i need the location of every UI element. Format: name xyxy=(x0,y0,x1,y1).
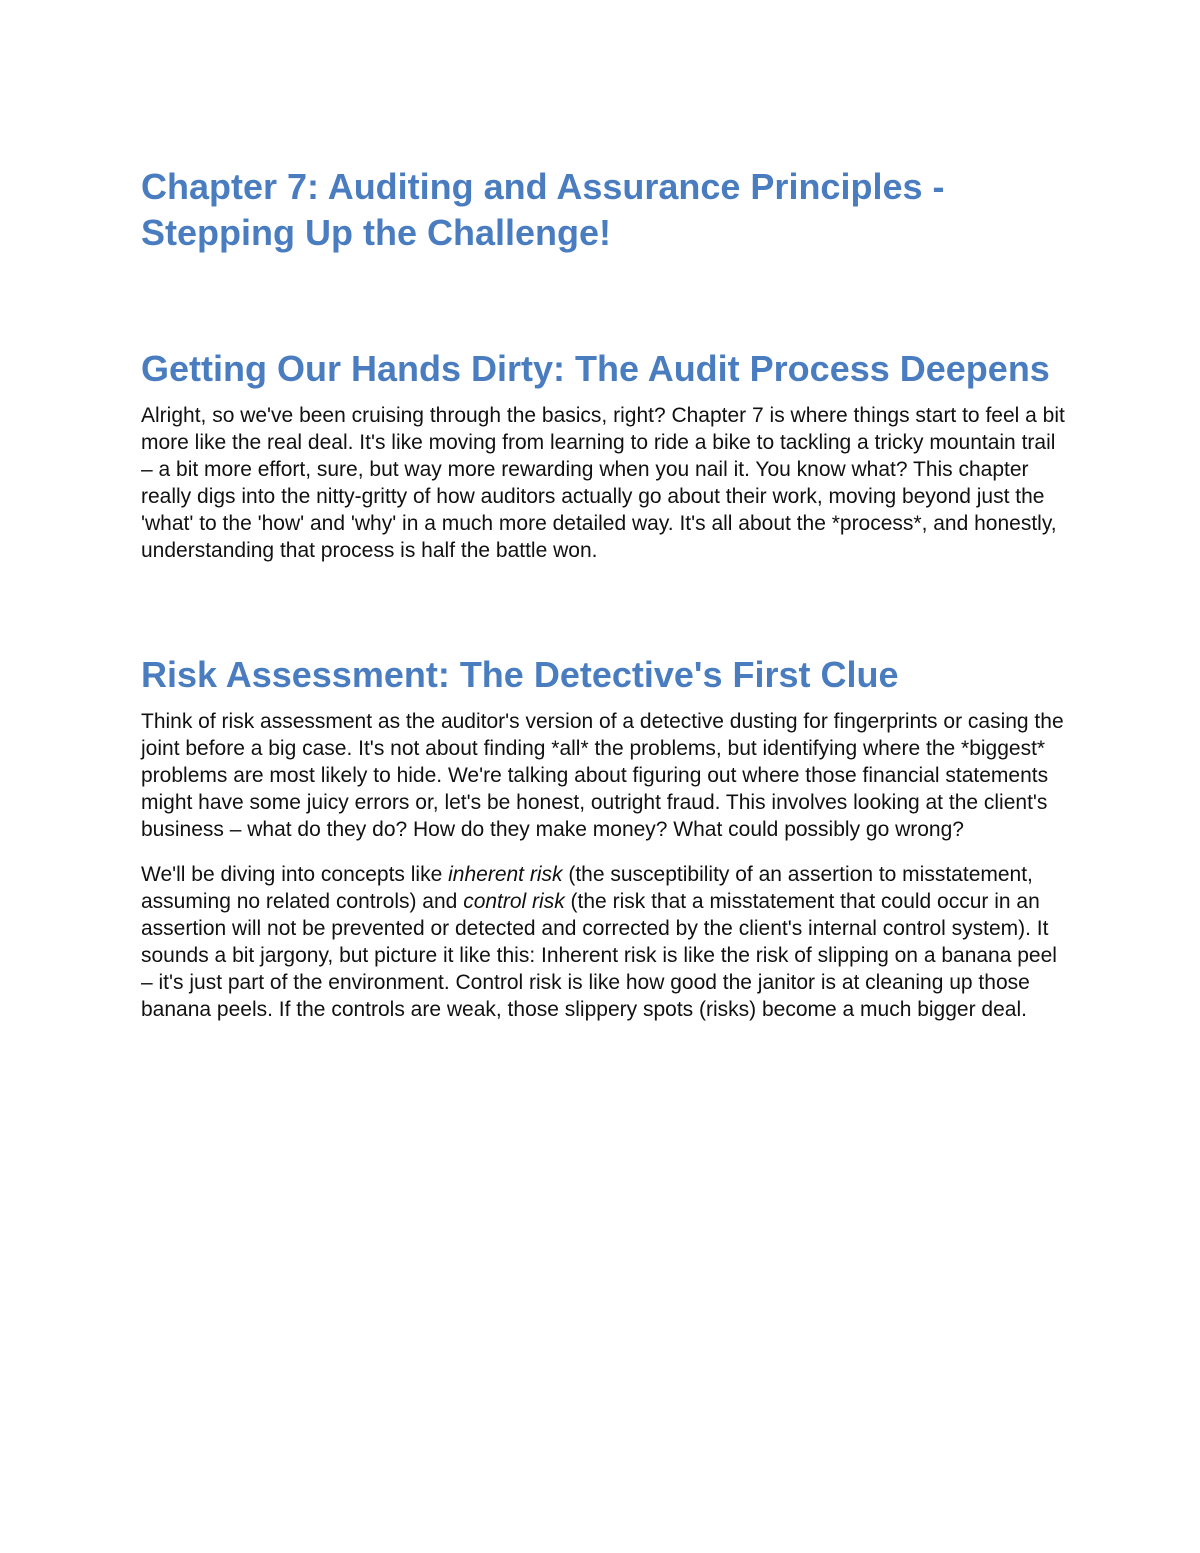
paragraph-text-part: (the risk that a misstatement that could occur in an assertion will not be prevented or detected and corrected by the client's internal control system). It sounds a bit jargony, but picture it like this: Inherent risk is like the risk of slipping on a banana peel – it's just part of the environment. Control risk is like how good the janitor is at cleaning up those banana peels. If the controls are weak, those slippery spots (risks) become a much bigger deal. xyxy=(141,890,1057,1021)
paragraph-text-part: We'll be diving into concepts like xyxy=(141,863,449,886)
document-content xyxy=(141,164,1066,1023)
section-heading-risk-assessment: Risk Assessment: The Detective's First Clue xyxy=(141,654,899,695)
paragraph-risk-concepts xyxy=(141,861,1066,1023)
paragraph-risk-assessment-intro: Think of risk assessment as the auditor's version of a detective dusting for fingerprints or casing the joint before a big case. It's not about finding *all* the problems, but identifying where the *biggest* problems are most likely to hide. We're talking about figuring out where those financial statements might have some juicy errors or, let's be honest, outright fraud. This involves looking at the client's business – what do they do? How do they make money? What could possibly go wrong? xyxy=(141,710,1064,841)
section-heading-audit-process: Getting Our Hands Dirty: The Audit Process Deepens xyxy=(141,348,1050,389)
term-inherent-risk: inherent risk xyxy=(448,863,563,886)
paragraph-text-part: (the susceptibility of an assertion to misstatement, assuming no related controls) and xyxy=(141,863,1033,913)
chapter-title: Chapter 7: Auditing and Assurance Principles - Stepping Up the Challenge! xyxy=(141,166,945,253)
paragraph-audit-process-intro: Alright, so we've been cruising through the basics, right? Chapter 7 is where things start to feel a bit more like the real deal. It's like moving from learning to ride a bike to tackling a tricky mountain trail – a bit more effort, sure, but way more rewarding when you nail it. You know what? This chapter really digs into the nitty-gritty of how auditors actually go about their work, moving beyond just the 'what' to the 'how' and 'why' in a much more detailed way. It's all about the *process*, and honestly, understanding that process is half the battle won. xyxy=(141,404,1065,562)
term-control-risk: control risk xyxy=(463,890,565,913)
